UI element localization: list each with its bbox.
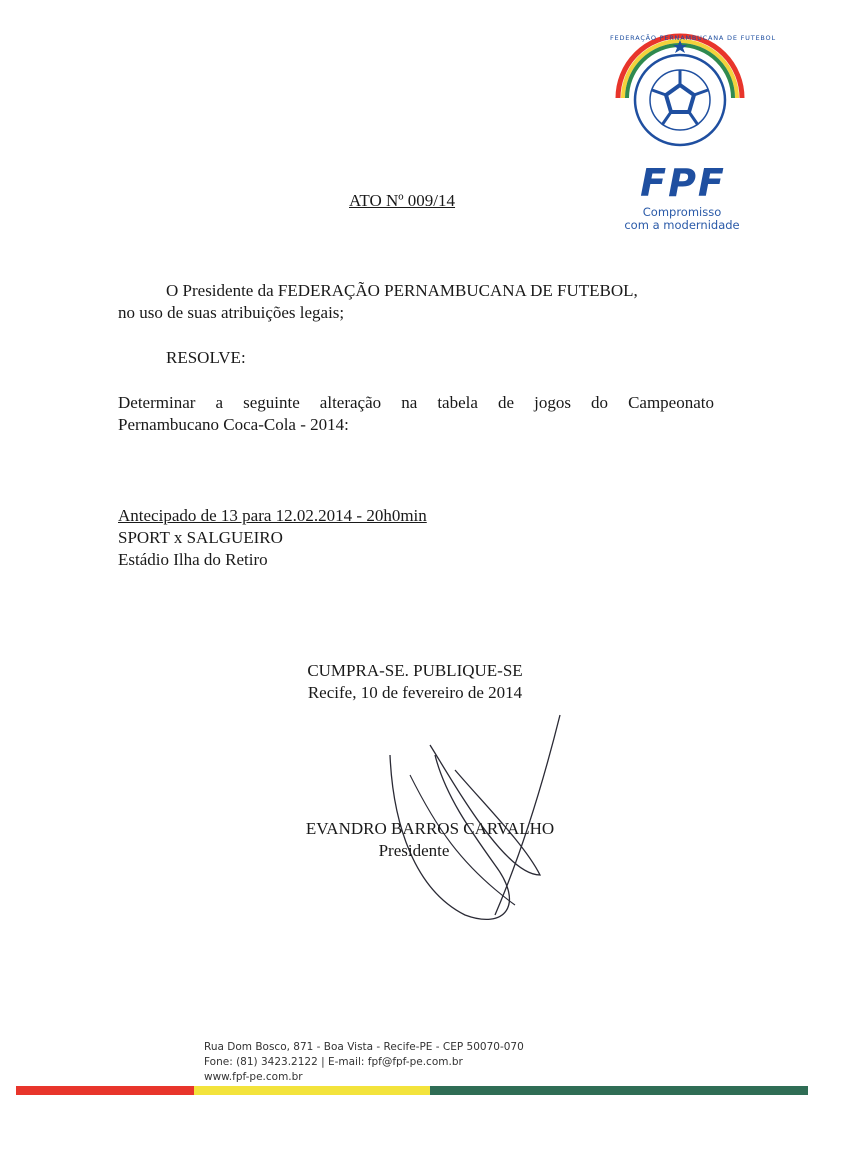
logo-ring-text: FEDERAÇÃO PERNAMBUCANA DE FUTEBOL: [610, 34, 776, 42]
determination-paragraph: [118, 392, 714, 436]
closing-line1: CUMPRA-SE. PUBLIQUE-SE: [307, 661, 523, 680]
match-change-block: [118, 505, 427, 571]
footer-website: www.fpf-pe.com.br: [204, 1071, 303, 1083]
determination-line1: Determinar a seguinte alteração na tabela de jogos do Campeonato: [118, 393, 714, 412]
footer-contact-line: Fone: (81) 3423.2122 | E-mail: fpf@fpf-pe.com.br: [204, 1056, 463, 1068]
match-line: SPORT x SALGUEIRO: [118, 528, 283, 547]
closing-date: Recife, 10 de fevereiro de 2014: [307, 683, 523, 702]
logo-acronym: FPF: [640, 161, 726, 205]
closing-block: [280, 660, 550, 704]
signer-role: Presidente: [378, 841, 450, 860]
stripe-red: [16, 1086, 194, 1095]
footer-color-stripe: [16, 1086, 808, 1095]
stripe-yellow: [194, 1086, 430, 1095]
signer-block: [280, 818, 580, 862]
intro-paragraph: [118, 280, 718, 324]
change-line: Antecipado de 13 para 12.02.2014 - 20h0min: [118, 506, 427, 525]
footer-contact: [204, 1040, 524, 1085]
intro-line2: no uso de suas atribuições legais;: [118, 303, 345, 322]
stripe-green: [430, 1086, 808, 1095]
footer-address: Rua Dom Bosco, 871 - Boa Vista - Recife-PE - CEP 50070-070: [204, 1041, 524, 1053]
determination-line2: Pernambucano Coca-Cola - 2014:: [118, 415, 349, 434]
signer-name: EVANDRO BARROS CARVALHO: [305, 819, 555, 838]
resolve-heading: RESOLVE:: [166, 348, 246, 367]
venue-line: Estádio Ilha do Retiro: [118, 550, 268, 569]
tagline-line2: com a modernidade: [624, 218, 740, 232]
intro-line1: O Presidente da FEDERAÇÃO PERNAMBUCANA DE FUTEBOL,: [166, 281, 638, 300]
tagline-line1: Compromisso: [642, 205, 722, 219]
logo-tagline: [612, 206, 752, 232]
document-title: ATO Nº 009/14: [349, 191, 456, 210]
